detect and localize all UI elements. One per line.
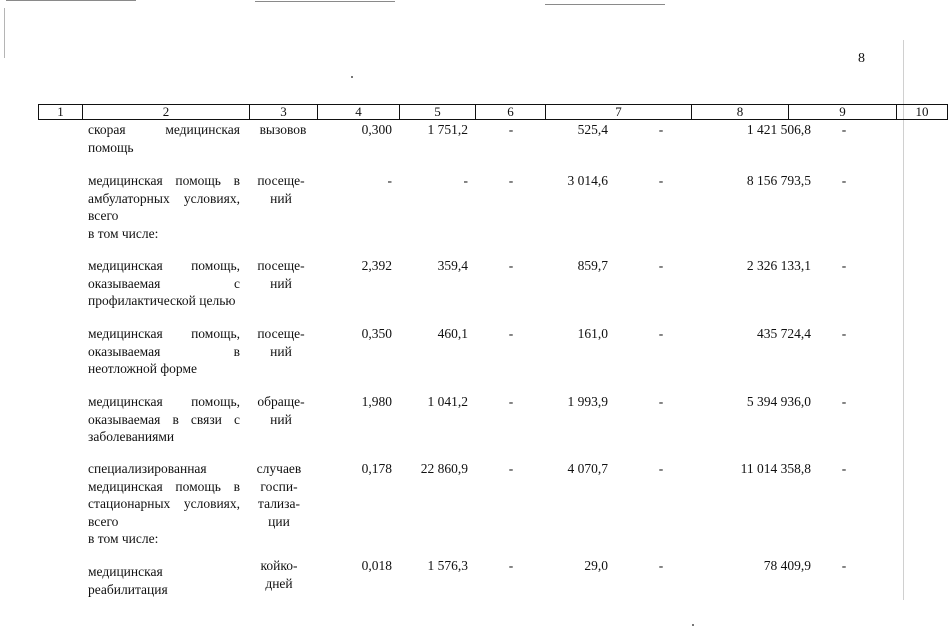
- value-col10: -: [841, 122, 847, 137]
- value-col9: 2 326 133,1: [746, 258, 811, 273]
- header-cell-1: 1: [39, 105, 83, 120]
- value-col9: 78 409,9: [763, 558, 811, 573]
- value-col6: -: [508, 122, 514, 137]
- value-col5: 22 860,9: [420, 461, 468, 476]
- scan-speck: [692, 624, 694, 626]
- unit-of-measure: койко-дней: [260, 558, 298, 591]
- service-name: медицинская помощь, оказываемая в связи с заболеваниями: [88, 394, 240, 444]
- unit-of-measure: случаев госпи-тализа-ции: [256, 461, 302, 529]
- header-cell-7: 7: [546, 105, 692, 120]
- header-cell-8: 8: [692, 105, 789, 120]
- value-col6: -: [508, 173, 514, 188]
- value-col7: 4 070,7: [567, 461, 608, 476]
- service-name: медицинская помощь, оказываемая с профилактической целью: [88, 258, 240, 308]
- unit-of-measure: посеще-ний: [257, 258, 305, 291]
- header-cell-3: 3: [250, 105, 318, 120]
- scan-line-segment: [255, 1, 395, 2]
- value-col5: 1 576,3: [427, 558, 468, 573]
- column-number-header: [38, 104, 948, 120]
- scan-line-segment: [6, 0, 136, 1]
- service-name: медицинская помощь, оказываемая в неотложной форме: [88, 326, 240, 376]
- value-col8: -: [658, 394, 664, 409]
- value-col8: -: [658, 326, 664, 341]
- value-col9: 8 156 793,5: [746, 173, 811, 188]
- service-name: медицинская реабилитация: [88, 564, 168, 597]
- scan-speck: [351, 76, 353, 78]
- value-col9: 435 724,4: [757, 326, 811, 341]
- value-col6: -: [508, 461, 514, 476]
- value-col8: -: [658, 258, 664, 273]
- header-cell-6: 6: [476, 105, 546, 120]
- value-col8: -: [658, 558, 664, 573]
- value-col4: 0,018: [361, 558, 392, 573]
- value-col4: -: [387, 173, 392, 188]
- value-col6: -: [508, 558, 514, 573]
- unit-of-measure: посеще-ний: [257, 173, 305, 206]
- header-cell-5: 5: [400, 105, 476, 120]
- value-col10: -: [841, 394, 847, 409]
- value-col4: 2,392: [361, 258, 392, 273]
- value-col4: 1,980: [361, 394, 392, 409]
- header-cell-9: 9: [789, 105, 897, 120]
- service-name-text: специализированная медицинская помощь в стационарных условиях, всего: [88, 461, 240, 529]
- value-col8: -: [658, 122, 664, 137]
- value-col9: 5 394 936,0: [746, 394, 811, 409]
- value-col6: -: [508, 258, 514, 273]
- value-col5: -: [463, 173, 468, 188]
- value-col8: -: [658, 461, 664, 476]
- service-name-text: медицинская помощь в амбулаторных условиях, всего: [88, 173, 240, 223]
- scan-artifact-left: [4, 8, 5, 58]
- value-col9: 1 421 506,8: [746, 122, 811, 137]
- service-name: [88, 172, 240, 242]
- unit-of-measure: посеще-ний: [257, 326, 305, 359]
- value-col7: 3 014,6: [567, 173, 608, 188]
- value-col10: -: [841, 326, 847, 341]
- scan-artifact-top: [0, 0, 905, 2]
- header-cell-4: 4: [318, 105, 400, 120]
- scan-line-segment: [545, 4, 665, 5]
- page-number: 8: [858, 51, 865, 66]
- including-note: в том числе:: [88, 225, 159, 241]
- value-col8: -: [658, 173, 664, 188]
- value-col5: 359,4: [437, 258, 468, 273]
- value-col5: 1 751,2: [427, 122, 468, 137]
- service-name: [88, 460, 240, 548]
- value-col6: -: [508, 326, 514, 341]
- value-col4: 0,350: [361, 326, 392, 341]
- value-col7: 1 993,9: [567, 394, 608, 409]
- value-col9: 11 014 358,8: [740, 461, 811, 476]
- service-name: скорая медицинская помощь: [88, 122, 240, 155]
- value-col4: 0,300: [361, 122, 392, 137]
- header-cell-10: 10: [897, 105, 948, 120]
- value-col7: 525,4: [577, 122, 608, 137]
- unit-of-measure: обраще-ний: [257, 394, 305, 427]
- value-col6: -: [508, 394, 514, 409]
- value-col10: -: [841, 558, 847, 573]
- value-col4: 0,178: [361, 461, 392, 476]
- scan-artifact-right: [903, 40, 904, 600]
- value-col7: 161,0: [577, 326, 608, 341]
- value-col7: 29,0: [584, 558, 608, 573]
- unit-of-measure: вызовов: [259, 122, 307, 137]
- value-col10: -: [841, 258, 847, 273]
- value-col5: 1 041,2: [427, 394, 468, 409]
- header-cell-2: 2: [83, 105, 250, 120]
- value-col7: 859,7: [577, 258, 608, 273]
- value-col10: -: [841, 461, 847, 476]
- value-col10: -: [841, 173, 847, 188]
- value-col5: 460,1: [437, 326, 468, 341]
- including-note: в том числе:: [88, 531, 159, 546]
